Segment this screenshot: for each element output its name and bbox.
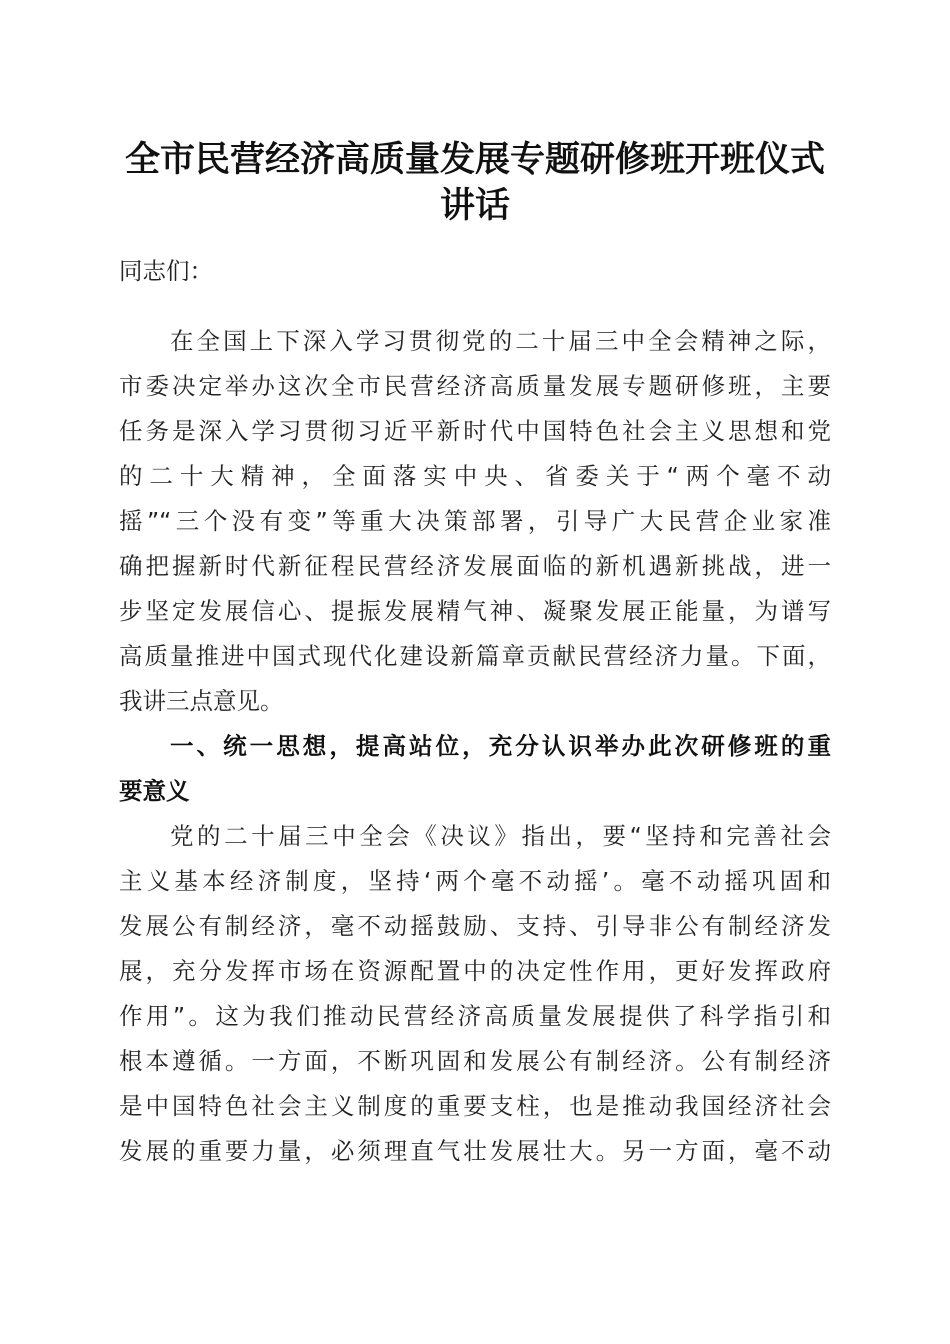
paragraph-line: 发展的重要力量，必须理直气壮发展壮大。另一方面，毫不动 <box>119 1137 831 1165</box>
paragraph-line: 在全国上下深入学习贯彻党的二十届三中全会精神之际， <box>170 327 831 355</box>
paragraph-line: 我讲三点意见。 <box>119 687 284 715</box>
paragraph-line: 的二十大精神，全面落实中央、省委关于“两个毫不动 <box>119 462 831 490</box>
paragraph-line: 是中国特色社会主义制度的重要支柱，也是推动我国经济社会 <box>119 1092 831 1120</box>
document-title-line-2: 讲话 <box>439 185 510 226</box>
section-heading-line: 一、统一思想，提高站位，充分认识举办此次研修班的重 <box>170 732 831 760</box>
salutation: 同志们： <box>119 257 213 285</box>
document-title-line-1: 全市民营经济高质量发展专题研修班开班仪式 <box>124 139 825 180</box>
paragraph-line: 党的二十届三中全会《决议》指出，要“坚持和完善社会 <box>170 822 831 850</box>
paragraph-line: 任务是深入学习贯彻习近平新时代中国特色社会主义思想和党 <box>119 417 831 445</box>
paragraph-line: 发展公有制经济，毫不动摇鼓励、支持、引导非公有制经济发 <box>119 912 831 940</box>
paragraph-line: 市委决定举办这次全市民营经济高质量发展专题研修班，主要 <box>119 372 831 400</box>
paragraph-line: 确把握新时代新征程民营经济发展面临的新机遇新挑战，进一 <box>119 552 831 580</box>
paragraph-line: 主义基本经济制度，坚持‘两个毫不动摇’。毫不动摇巩固和 <box>119 867 831 895</box>
paragraph-line: 作用”。这为我们推动民营经济高质量发展提供了科学指引和 <box>119 1002 831 1030</box>
paragraph-line: 展，充分发挥市场在资源配置中的决定性作用，更好发挥政府 <box>119 957 831 985</box>
paragraph-line: 摇”“三个没有变”等重大决策部署，引导广大民营企业家准 <box>119 507 831 535</box>
paragraph-line: 根本遵循。一方面，不断巩固和发展公有制经济。公有制经济 <box>119 1047 831 1075</box>
paragraph-line: 步坚定发展信心、提振发展精气神、凝聚发展正能量，为谱写 <box>119 597 831 625</box>
paragraph-line: 高质量推进中国式现代化建设新篇章贡献民营经济力量。下面， <box>119 642 831 670</box>
section-heading-line: 要意义 <box>119 777 190 805</box>
